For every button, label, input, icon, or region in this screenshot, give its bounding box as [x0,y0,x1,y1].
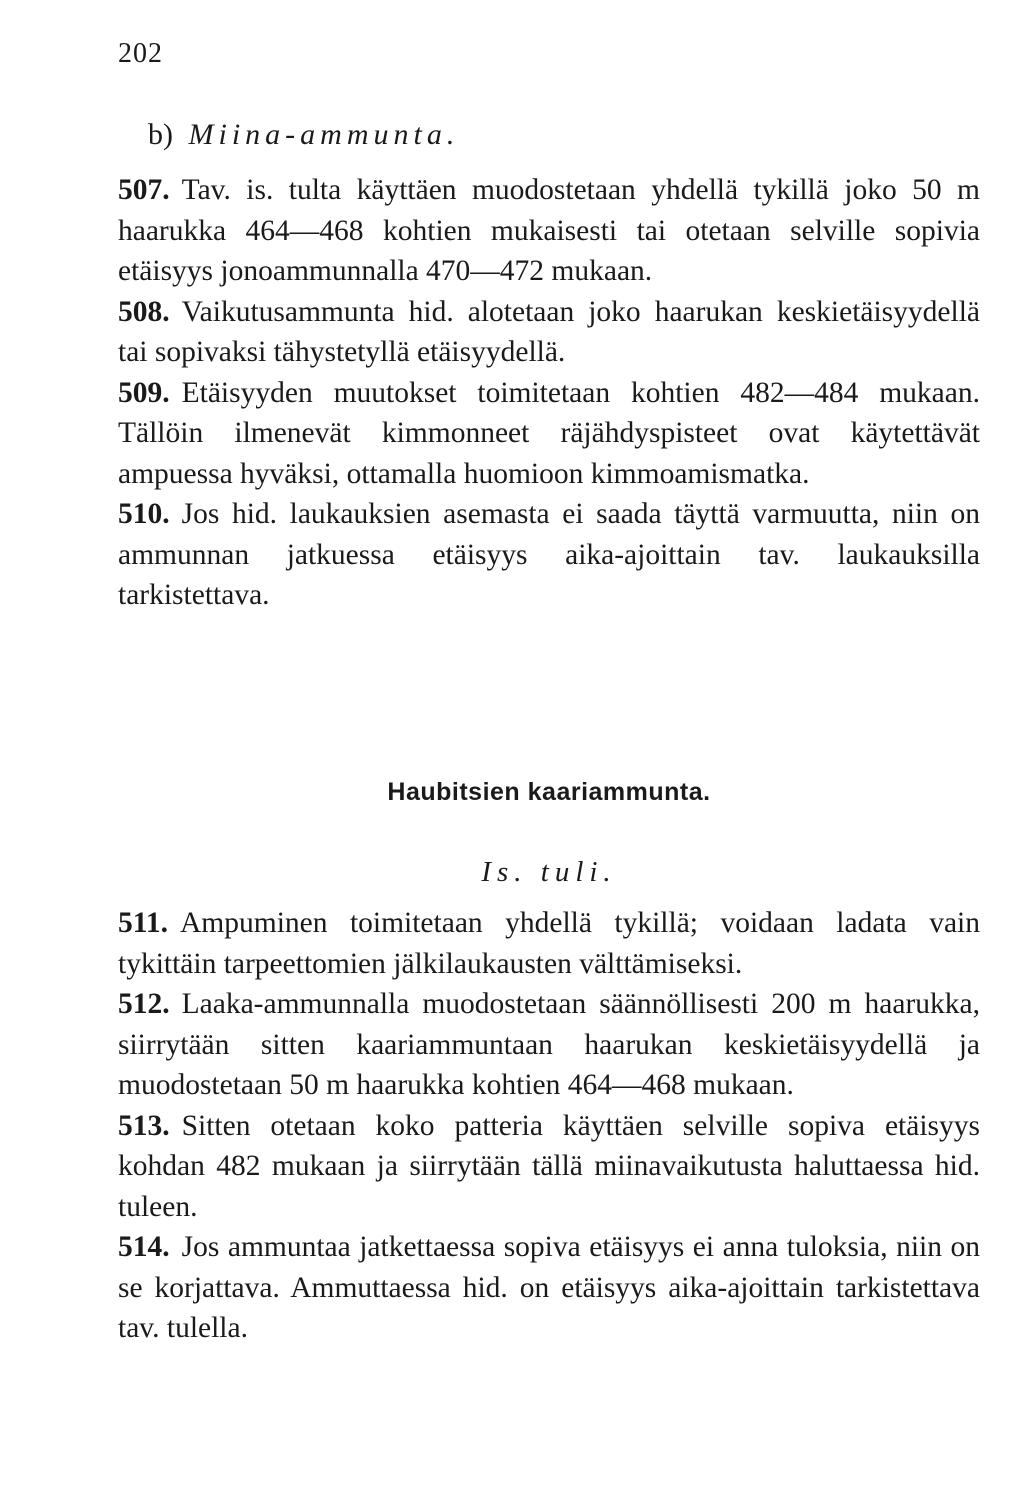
paragraph-text: Tav. is. tulta käyttäen muodostetaan yhdellä tykillä joko 50 m haarukka 464—468 kohtien mukaisesti tai otetaan selville sopivia etäisyys jonoammunnalla 470—472 mukaan. [118,174,980,287]
paragraph-508 [118,292,980,373]
paragraph-number: 508. [118,295,170,328]
paragraph-number: 514. [118,1231,170,1263]
section-heading [148,118,459,152]
subsection-heading: Is. tuli. [481,856,617,888]
section-label: b) [148,118,173,151]
paragraph-512 [118,984,980,1106]
paragraph-text: Ampuminen toimitetaan yhdellä tykillä; voidaan ladata vain tykittäin tarpeettomien jälkilaukausten välttämiseksi. [118,907,980,980]
paragraphs-section-b [118,170,980,616]
paragraph-509 [118,373,980,495]
paragraph-text: Sitten otetaan koko patteria käyttäen selville sopiva etäisyys kohdan 482 mukaan ja siirrytään tällä miinavaikutusta haluttaessa hid. tuleen. [118,1109,980,1223]
paragraph-number: 512. [118,988,170,1020]
paragraph-510 [118,494,980,616]
paragraph-511 [118,903,980,984]
paragraph-text: Jos hid. laukauksien asemasta ei saada täyttä varmuutta, niin on ammunnan jatkuessa etäisyys aika-ajoittain tav. laukauksilla tarkistettava. [118,498,980,611]
section-title: Miina-ammunta. [188,118,460,151]
paragraph-number: 509. [118,376,170,409]
paragraph-number: 513. [118,1109,170,1142]
paragraph-number: 507. [118,174,170,206]
chapter-heading: Haubitsien kaariammunta. [387,778,711,806]
paragraph-text: Etäisyyden muutokset toimitetaan kohtien 482—484 mukaan. Tällöin ilmenevät kimmonneet räjähdyspisteet ovat käytettävät ampuessa hyväksi, ottamalla huomioon kimmoamismatka. [118,376,980,490]
paragraph-text: Vaikutusammunta hid. alotetaan joko haarukan keskietäisyydellä tai sopivaksi tähystetyllä etäisyydellä. [118,295,980,368]
paragraph-513 [118,1106,980,1228]
paragraph-text: Laaka-ammunnalla muodostetaan säännöllisesti 200 m haarukka, siirrytään sitten kaariammuntaan haarukan keskietäisyydellä ja muodostetaan 50 m haarukka kohtien 464—468 mukaan. [118,988,980,1101]
paragraph-507 [118,170,980,292]
paragraph-514 [118,1227,980,1349]
paragraph-text: Jos ammuntaa jatkettaessa sopiva etäisyys ei anna tuloksia, niin on se korjattava. Ammuttaessa hid. on etäisyys aika-ajoittain tarkistettava tav. tulella. [118,1231,980,1344]
page-number: 202 [118,38,163,69]
paragraphs-haubitsit [118,903,980,1349]
paragraph-number: 510. [118,498,170,530]
paragraph-number: 511. [118,907,168,939]
